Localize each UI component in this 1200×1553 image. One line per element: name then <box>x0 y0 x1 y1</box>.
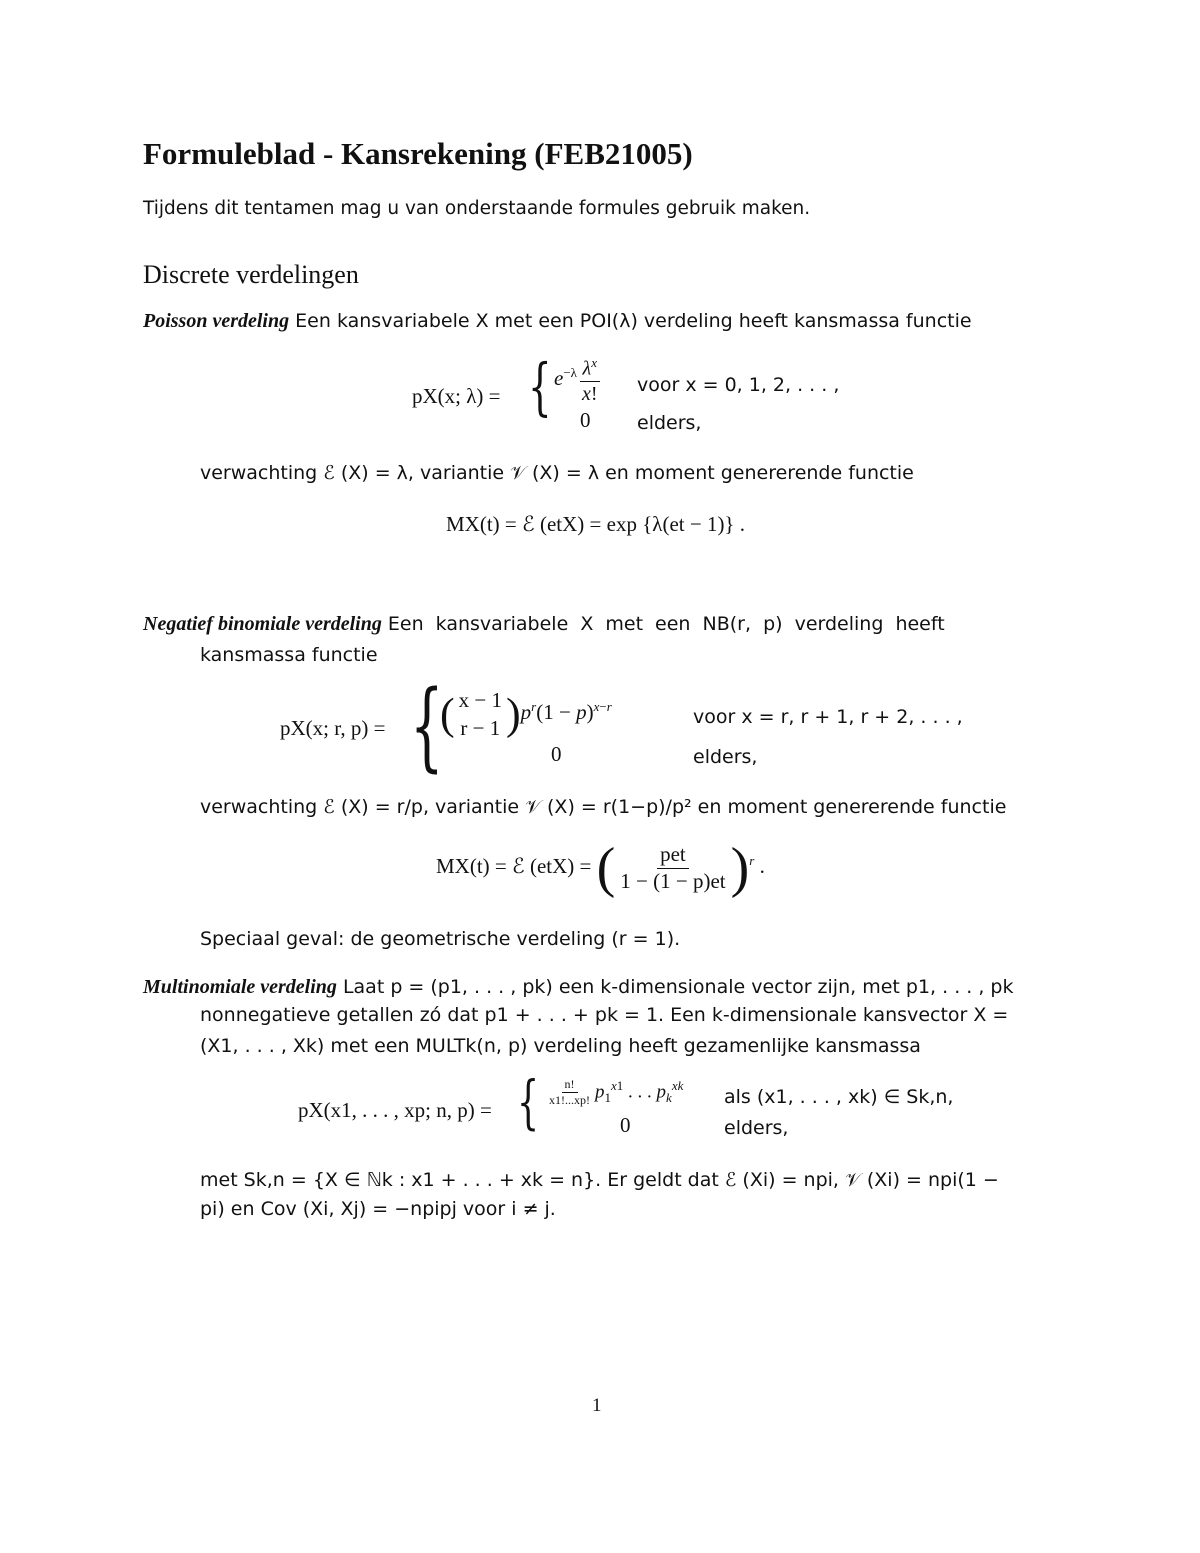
multinomial-set-line-1: met Sk,n = {X ∈ ℕk : x1 + . . . + xk = n}. Er geldt dat ℰ (Xi) = npi, 𝒱 (Xi) = npi(1 − <box>200 1169 999 1191</box>
poisson-case1-val: $e^{-\lambda}$ $\frac{\lambda^x}{x!}$ <box>554 356 603 405</box>
negbin-mgf-num: pet <box>657 843 689 868</box>
poisson-case1-cond: voor x = 0, 1, 2, . . . , <box>637 374 840 396</box>
negbin-mgf-den: 1 − (1 − p)et <box>620 868 726 893</box>
poisson-intro <box>143 306 972 337</box>
poisson-brace: { <box>528 350 552 423</box>
section-heading: Discrete verdelingen <box>143 260 359 289</box>
intro-text: Tijdens dit tentamen mag u van onderstaande formules gebruik maken. <box>143 198 811 219</box>
multinomial-case1-den: x1!...xp! <box>549 1093 590 1108</box>
negbin-moments: verwachting ℰ (X) = r/p, variantie 𝒱 (X) = r(1−p)/p² en moment genererende functie <box>200 796 1007 818</box>
poisson-mgf: MX(t) = ℰ (etX) = exp {λ(et − 1)} . <box>446 512 746 536</box>
multinomial-line-1: Laat p = (p1, . . . , pk) een k-dimensionale vector zijn, met p1, . . . , pk <box>342 976 1014 998</box>
negbin-case1-val: ( x − 1 r − 1 )$p^r(1 - p)^{x-r}$ <box>440 686 612 743</box>
multinomial-name: Multinomiale verdeling <box>143 976 337 998</box>
negbin-special: Speciaal geval: de geometrische verdeling (r = 1). <box>200 928 681 950</box>
negbin-case2-val: 0 <box>551 742 562 766</box>
binom-top: x − 1 <box>458 688 502 712</box>
negbin-mgf: MX(t) = ℰ (etX) = ( $\frac{\text{pet}}{1 - (1 - p)et}$ )$^r$ . <box>436 837 765 899</box>
multinomial-line-2: nonnegatieve getallen zó dat p1 + . . . + pk = 1. Een k-dimensionale kansvector X = <box>200 1004 1009 1026</box>
poisson-desc: Een kansvariabele X met een POI(λ) verdeling heeft kansmassa functie <box>295 310 972 332</box>
multinomial-case1-val: $\frac{n!}{x1!...xp!}$ $p_1^{x1}$ . . . $p_k^{xk}$ <box>544 1078 683 1108</box>
negbin-name: Negatief binomiale verdeling <box>143 613 382 635</box>
negbin-pmf-lhs: pX(x; r, p) = <box>280 716 386 740</box>
poisson-name: Poisson verdeling <box>143 310 290 332</box>
negbin-desc-2: kansmassa functie <box>200 644 378 666</box>
poisson-case2-val: 0 <box>580 408 591 432</box>
multinomial-case1-cond: als (x1, . . . , xk) ∈ Sk,n, <box>724 1086 954 1108</box>
multinomial-case2-cond: elders, <box>724 1117 789 1139</box>
negbin-intro <box>143 609 945 640</box>
poisson-case2-cond: elders, <box>637 412 702 434</box>
negbin-case1-cond: voor x = r, r + 1, r + 2, . . . , <box>693 706 963 728</box>
page-number: 1 <box>592 1395 602 1416</box>
multinomial-set-line-2: pi) en Cov (Xi, Xj) = −npipj voor i ≠ j. <box>200 1198 556 1220</box>
multinomial-line-3: (X1, . . . , Xk) met een MULTk(n, p) verdeling heeft gezamenlijke kansmassa <box>200 1035 921 1057</box>
poisson-moments: verwachting ℰ (X) = λ, variantie 𝒱 (X) = λ en moment genererende functie <box>200 462 914 484</box>
negbin-brace: { <box>410 670 444 782</box>
multinomial-case2-val: 0 <box>620 1113 631 1137</box>
negbin-mgf-lhs: MX(t) = ℰ (etX) = <box>436 853 592 878</box>
multinomial-pmf-lhs: pX(x1, . . . , xp; n, p) = <box>298 1098 492 1122</box>
multinomial-intro <box>143 972 1014 1003</box>
poisson-pmf-lhs: pX(x; λ) = <box>412 384 501 408</box>
binom-bottom: r − 1 <box>460 716 501 741</box>
multinomial-brace: { <box>517 1068 540 1136</box>
negbin-desc: Een kansvariabele X met een NB(r, p) verdeling heeft <box>387 613 945 635</box>
negbin-case2-cond: elders, <box>693 746 758 768</box>
multinomial-case1-num: n! <box>562 1078 578 1093</box>
page-title: Formuleblad - Kansrekening (FEB21005) <box>143 136 693 171</box>
